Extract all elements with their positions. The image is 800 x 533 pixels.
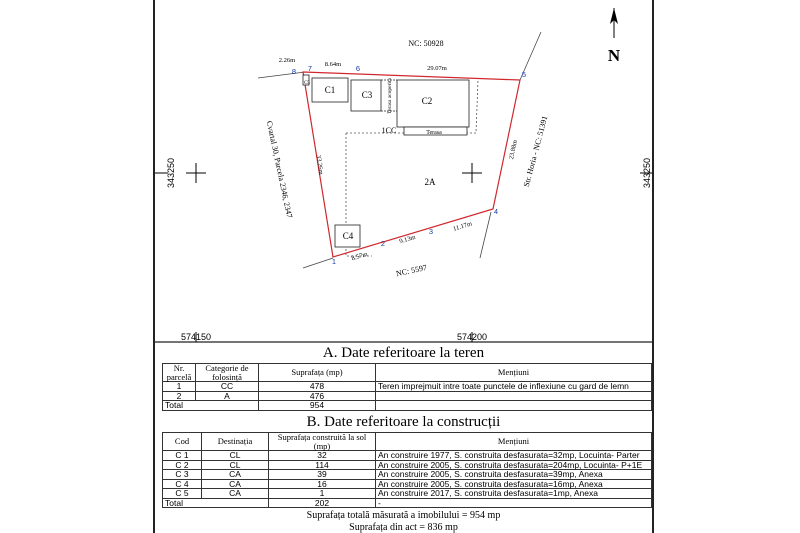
north-arrow-icon xyxy=(608,8,621,65)
label-2a: 2A xyxy=(424,177,436,187)
building-label-c3: C3 xyxy=(361,90,373,100)
table-row xyxy=(163,382,652,392)
label-1cc: 1CC xyxy=(381,126,397,135)
coord-x-right: 574200 xyxy=(456,332,488,342)
cell xyxy=(376,391,652,401)
col-header: Mențiuni xyxy=(376,364,652,382)
col-header: Categorie de folosință xyxy=(196,364,259,382)
cell: Total xyxy=(163,498,269,508)
cell: An construire 2005, S. construita desfasurata=204mp, Locuinta- P+1E xyxy=(376,460,652,470)
cell: 476 xyxy=(259,391,376,401)
cell: 954 xyxy=(259,401,376,411)
cell: 1 xyxy=(269,489,376,499)
neighbor-left: Cvartal 30, Parcela 2346, 2347 xyxy=(264,120,295,219)
cell: CA xyxy=(202,470,269,480)
point-3: 3 xyxy=(428,227,434,236)
act-area-text: Suprafața din act = 836 mp xyxy=(349,522,458,533)
cell: C 1 xyxy=(163,451,202,461)
label-terasa-acoperita: Terasa acoperita xyxy=(387,78,393,114)
cell: C 5 xyxy=(163,489,202,499)
table-total-row xyxy=(163,401,652,411)
cell xyxy=(376,401,652,411)
point-2: 2 xyxy=(380,239,386,248)
point-8: 8 xyxy=(291,67,297,76)
building-c2 xyxy=(397,80,469,127)
cell: CA xyxy=(202,479,269,489)
coord-y-right: 343250 xyxy=(642,157,652,189)
cell: 16 xyxy=(269,479,376,489)
table-row xyxy=(163,391,652,401)
building-label-c5: C5 xyxy=(304,81,310,86)
cell: CL xyxy=(202,451,269,461)
point-5: 5 xyxy=(521,70,527,79)
col-header: Cod xyxy=(163,433,202,451)
cell: C 4 xyxy=(163,479,202,489)
col-header: Destinația xyxy=(202,433,269,451)
cell: CL xyxy=(202,460,269,470)
cell: An construire 2005, S. construita desfasurata=39mp, Anexa xyxy=(376,470,652,480)
cell: - xyxy=(376,498,652,508)
table-row xyxy=(163,489,652,499)
distance-2-1: 8.57m xyxy=(350,250,369,263)
distance-4-3: 11.17m xyxy=(452,220,473,233)
cell: CC xyxy=(196,382,259,392)
cell: An construire 1977, S. construita desfasurata=32mp, Locuinta- Parter xyxy=(376,451,652,461)
distance-5-4: 23.88m xyxy=(508,139,520,161)
col-header: Mențiuni xyxy=(376,433,652,451)
point-4: 4 xyxy=(493,207,499,216)
distance-6-5: 29.07m xyxy=(427,65,447,72)
coord-y-left: 343250 xyxy=(166,157,176,189)
cell: An construire 2005, S. construita desfasurata=16mp, Anexa xyxy=(376,479,652,489)
cell: 114 xyxy=(269,460,376,470)
neighbor-top: NC: 50928 xyxy=(408,39,444,48)
neighbor-bottom: NC: 5597 xyxy=(395,262,428,279)
total-area-text: Suprafața totală măsurată a imobilului = 954 mp xyxy=(306,510,501,521)
col-header: Suprafața (mp) xyxy=(259,364,376,382)
table-total-row xyxy=(163,498,652,508)
north-label: N xyxy=(607,46,621,65)
cell: 32 xyxy=(269,451,376,461)
buildings-table-header xyxy=(163,433,652,451)
point-1: 1 xyxy=(331,257,337,266)
section-a-title: A. Date referitoare la teren xyxy=(322,345,485,361)
neighbor-right: Str. Horia - NC: 51391 xyxy=(521,114,550,188)
distance-8-7: 2.26m xyxy=(278,57,296,64)
label-terasa: Terasa xyxy=(426,130,442,136)
grid-cross-icon xyxy=(186,163,482,183)
cell: C 3 xyxy=(163,470,202,480)
distance-1-8: 33.26m xyxy=(314,154,325,176)
building-label-c4: C4 xyxy=(342,231,354,241)
section-b-title: B. Date referitoare la construcții xyxy=(306,414,501,430)
point-6: 6 xyxy=(355,64,361,73)
cell: Teren imprejmuit intre toate punctele de inflexiune cu gard de lemn xyxy=(376,382,652,392)
col-header: Nr. parcelă xyxy=(163,364,196,382)
cell: 202 xyxy=(269,498,376,508)
land-table-header xyxy=(163,364,652,382)
cell: 39 xyxy=(269,470,376,480)
cell: A xyxy=(196,391,259,401)
building-label-c2: C2 xyxy=(421,96,433,106)
land-table xyxy=(162,363,652,411)
cell: 1 xyxy=(163,382,196,392)
table-row xyxy=(163,470,652,480)
cell: An construire 2017, S. construita desfasurata=1mp, Anexa xyxy=(376,489,652,499)
cell: C 2 xyxy=(163,460,202,470)
buildings-table xyxy=(162,432,652,508)
cell: 478 xyxy=(259,382,376,392)
distance-3-2: 9.13m xyxy=(398,233,417,246)
building-label-c1: C1 xyxy=(324,85,336,95)
col-header: Suprafața construită la sol (mp) xyxy=(269,433,376,451)
distance-7-6: 8.64m xyxy=(324,61,342,68)
coord-x-left: 574150 xyxy=(180,332,212,342)
cell: Total xyxy=(163,401,259,411)
cell: CA xyxy=(202,489,269,499)
point-7: 7 xyxy=(307,64,313,73)
cell: 2 xyxy=(163,391,196,401)
table-row xyxy=(163,451,652,461)
